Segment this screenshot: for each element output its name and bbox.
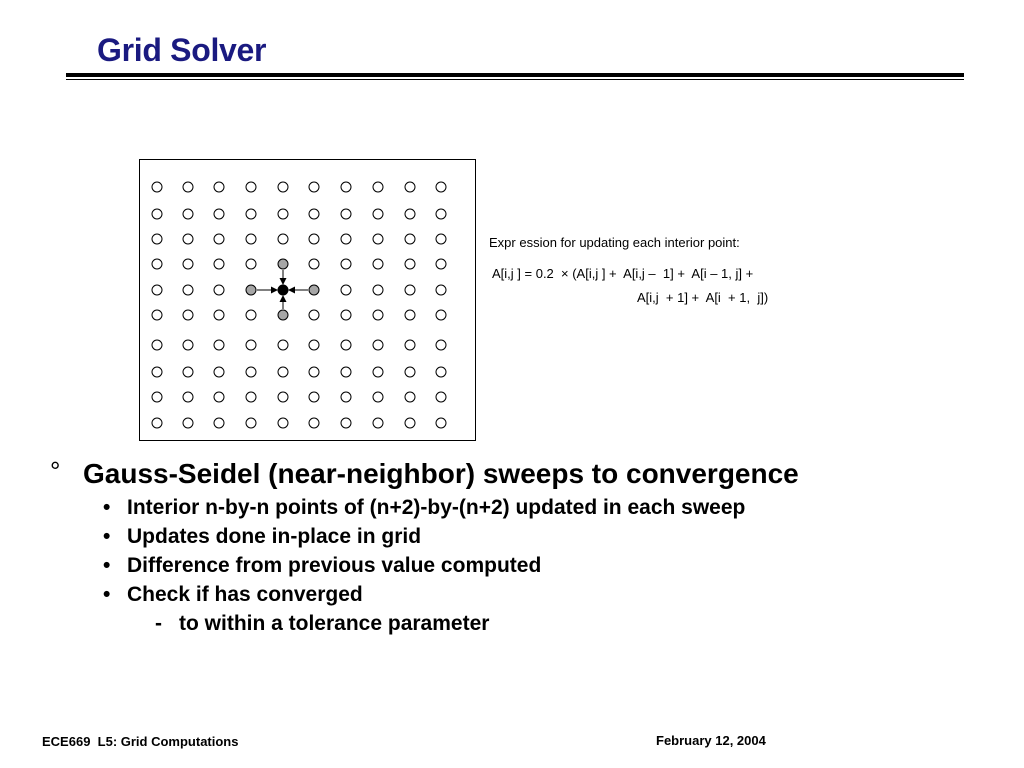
grid-point <box>246 182 256 192</box>
title-rule-thin <box>66 79 964 80</box>
grid-point <box>405 209 415 219</box>
title-rule-thick <box>66 73 964 77</box>
grid-point <box>309 182 319 192</box>
grid-point <box>278 182 288 192</box>
expression-line-2: A[i,j + 1] + A[i + 1, j]) <box>637 290 769 305</box>
grid-point <box>183 392 193 402</box>
grid-point <box>214 234 224 244</box>
grid-point <box>278 367 288 377</box>
grid-point <box>309 392 319 402</box>
grid-point-neighbor <box>309 285 319 295</box>
grid-point <box>309 418 319 428</box>
bullet-dot-icon: • <box>103 554 111 577</box>
grid-point <box>278 234 288 244</box>
grid-point <box>405 234 415 244</box>
grid-point <box>373 209 383 219</box>
sub-bullet-text: Updates done in-place in grid <box>127 525 422 548</box>
sub-sub-bullet-text: to within a tolerance parameter <box>179 612 490 635</box>
grid-point <box>309 234 319 244</box>
grid-point <box>436 340 446 350</box>
grid-point <box>309 367 319 377</box>
grid-point <box>278 418 288 428</box>
grid-point <box>341 367 351 377</box>
grid-point <box>436 182 446 192</box>
grid-point <box>183 259 193 269</box>
sub-bullet-text: Difference from previous value computed <box>127 554 542 577</box>
grid-point <box>373 310 383 320</box>
grid-point <box>436 418 446 428</box>
bullet-dot-icon: • <box>103 583 111 606</box>
grid-point <box>152 340 162 350</box>
grid-point-neighbor <box>278 259 288 269</box>
grid-point <box>341 182 351 192</box>
grid-point <box>341 392 351 402</box>
grid-point <box>278 392 288 402</box>
grid-point <box>183 340 193 350</box>
grid-point <box>152 234 162 244</box>
grid-point <box>341 259 351 269</box>
grid-point <box>373 418 383 428</box>
grid-point <box>183 418 193 428</box>
grid-point <box>152 285 162 295</box>
grid-point <box>246 340 256 350</box>
grid-point <box>214 310 224 320</box>
grid-point <box>405 392 415 402</box>
grid-point <box>436 285 446 295</box>
grid-point <box>246 259 256 269</box>
grid-point <box>246 310 256 320</box>
sub-bullet-text: Check if has converged <box>127 583 363 606</box>
grid-point <box>436 392 446 402</box>
grid-point <box>214 285 224 295</box>
grid-point <box>436 367 446 377</box>
grid-point <box>214 418 224 428</box>
grid-point <box>436 310 446 320</box>
grid-point <box>405 418 415 428</box>
grid-point <box>373 340 383 350</box>
grid-point <box>246 209 256 219</box>
grid-point <box>341 209 351 219</box>
grid-point <box>341 340 351 350</box>
grid-point <box>214 182 224 192</box>
grid-point <box>373 259 383 269</box>
main-bullet-text: Gauss-Seidel (near-neighbor) sweeps to convergence <box>83 458 799 489</box>
grid-point <box>341 234 351 244</box>
footer-course: ECE669 L5: Grid Computations <box>42 734 239 749</box>
bullet-dot-icon: • <box>103 496 111 519</box>
grid-point <box>152 310 162 320</box>
grid-point <box>309 259 319 269</box>
grid-point <box>405 285 415 295</box>
grid-point <box>183 209 193 219</box>
footer-date: February 12, 2004 <box>656 733 766 748</box>
grid-point <box>246 392 256 402</box>
grid-point <box>183 234 193 244</box>
grid-point <box>246 234 256 244</box>
grid-point <box>373 367 383 377</box>
grid-point <box>152 392 162 402</box>
grid-point-center <box>278 285 288 295</box>
sub-bullet-text: Interior n-by-n points of (n+2)-by-(n+2) updated in each sweep <box>127 496 746 519</box>
grid-point <box>309 340 319 350</box>
grid-points-svg <box>140 160 477 442</box>
expression-line-1: A[i,j ] = 0.2 × (A[i,j ] + A[i,j – 1] + A[i – 1, j] + <box>492 266 754 281</box>
grid-point <box>183 367 193 377</box>
grid-point <box>152 367 162 377</box>
grid-point <box>436 259 446 269</box>
grid-point <box>214 367 224 377</box>
grid-point <box>214 259 224 269</box>
grid-point <box>405 259 415 269</box>
grid-point <box>341 310 351 320</box>
grid-point <box>152 259 162 269</box>
grid-point <box>341 418 351 428</box>
degree-bullet-icon: ° <box>50 456 61 486</box>
grid-point <box>405 367 415 377</box>
grid-point <box>214 392 224 402</box>
grid-point <box>246 367 256 377</box>
grid-point <box>373 392 383 402</box>
grid-point <box>183 285 193 295</box>
grid-point <box>278 209 288 219</box>
grid-point <box>405 310 415 320</box>
grid-figure <box>139 159 476 441</box>
grid-point <box>373 285 383 295</box>
slide-title: Grid Solver <box>97 32 267 68</box>
grid-point <box>405 340 415 350</box>
grid-point-neighbor <box>278 310 288 320</box>
grid-point <box>436 234 446 244</box>
grid-point <box>152 209 162 219</box>
grid-point <box>341 285 351 295</box>
dash-bullet-icon: - <box>155 612 162 635</box>
grid-point <box>214 209 224 219</box>
grid-point <box>278 340 288 350</box>
grid-point <box>152 418 162 428</box>
grid-point <box>309 209 319 219</box>
grid-point <box>373 182 383 192</box>
grid-point <box>152 182 162 192</box>
grid-point <box>436 209 446 219</box>
grid-point <box>246 418 256 428</box>
grid-point <box>214 340 224 350</box>
grid-point <box>183 182 193 192</box>
grid-point <box>373 234 383 244</box>
grid-point <box>309 310 319 320</box>
expression-label: Expr ession for updating each interior point: <box>489 235 740 250</box>
grid-point <box>183 310 193 320</box>
grid-point <box>405 182 415 192</box>
bullet-dot-icon: • <box>103 525 111 548</box>
grid-point-neighbor <box>246 285 256 295</box>
